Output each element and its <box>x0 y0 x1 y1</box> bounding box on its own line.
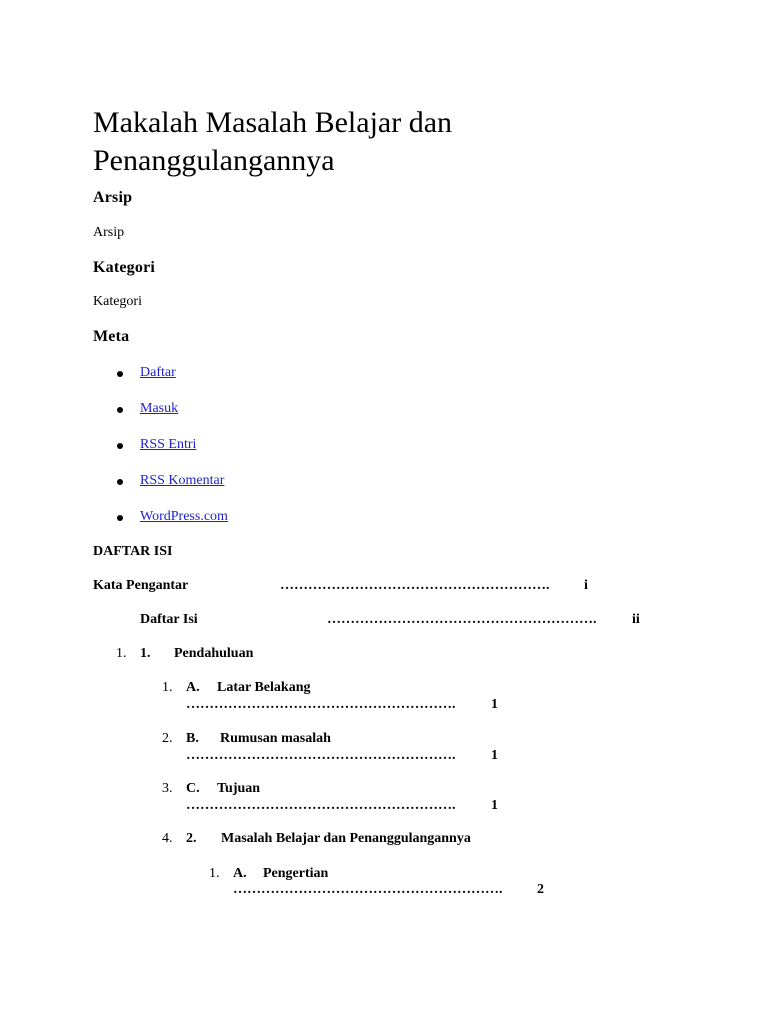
toc-subitem-marker: C. <box>186 781 200 796</box>
toc-subitem-tujuan: Tujuan <box>217 781 261 796</box>
toc-subitem-dots: …………………………………………………. <box>186 697 456 712</box>
toc-subitem-page: 1 <box>491 748 498 763</box>
page-title-line2: Penanggulangannya <box>93 144 335 177</box>
toc-kata-pengantar-label: Kata Pengantar <box>93 578 189 593</box>
toc-subitem-marker: 2. <box>186 831 197 846</box>
meta-link-wordpress[interactable]: WordPress.com <box>140 509 228 524</box>
toc-subitem-number: 1. <box>162 680 173 695</box>
toc-item-pendahuluan: Pendahuluan <box>174 646 254 661</box>
toc-subitem-rumusan-masalah: Rumusan masalah <box>220 731 331 746</box>
bullet-icon <box>117 515 123 521</box>
meta-link-daftar[interactable]: Daftar <box>140 365 176 380</box>
toc-daftar-isi-label: Daftar Isi <box>140 612 198 627</box>
bullet-icon <box>117 443 123 449</box>
kategori-heading: Kategori <box>93 259 156 276</box>
toc-item-masalah-belajar: Masalah Belajar dan Penanggulangannya <box>221 831 471 846</box>
toc-subitem-marker: A. <box>233 866 247 881</box>
arsip-value: Arsip <box>93 225 125 240</box>
toc-subitem-page: 1 <box>491 798 498 813</box>
bullet-icon <box>117 407 123 413</box>
toc-daftar-isi-dots: …………………………………………………. <box>327 612 597 627</box>
toc-item-marker: 1. <box>140 646 151 661</box>
toc-subitem-latar-belakang: Latar Belakang <box>217 680 311 695</box>
toc-subitem-marker: A. <box>186 680 200 695</box>
bullet-icon <box>117 371 123 377</box>
arsip-heading: Arsip <box>93 189 133 206</box>
toc-subitem-dots: …………………………………………………. <box>186 798 456 813</box>
meta-link-rss-komentar[interactable]: RSS Komentar <box>140 473 225 488</box>
meta-link-rss-entri[interactable]: RSS Entri <box>140 437 197 452</box>
toc-item-number: 1. <box>116 646 127 661</box>
toc-daftar-isi-page: ii <box>632 612 640 627</box>
toc-subitem-number: 2. <box>162 731 173 746</box>
toc-subitem-page: 1 <box>491 697 498 712</box>
toc-subitem-number: 1. <box>209 866 220 881</box>
toc-subitem-dots: …………………………………………………. <box>233 882 503 897</box>
toc-subitem-marker: B. <box>186 731 199 746</box>
toc-kata-pengantar-page: i <box>584 578 588 593</box>
kategori-value: Kategori <box>93 294 142 309</box>
toc-subitem-pengertian: Pengertian <box>263 866 329 881</box>
page-title-line1: Makalah Masalah Belajar dan <box>93 106 453 139</box>
toc-subitem-page: 2 <box>537 882 544 897</box>
page-title <box>93 104 452 180</box>
toc-subitem-dots: …………………………………………………. <box>186 748 456 763</box>
bullet-icon <box>117 479 123 485</box>
toc-kata-pengantar-dots: …………………………………………………. <box>280 578 550 593</box>
toc-heading: DAFTAR ISI <box>93 544 173 559</box>
toc-subitem-number: 4. <box>162 831 173 846</box>
meta-link-masuk[interactable]: Masuk <box>140 401 179 416</box>
meta-heading: Meta <box>93 328 130 345</box>
toc-subitem-number: 3. <box>162 781 173 796</box>
